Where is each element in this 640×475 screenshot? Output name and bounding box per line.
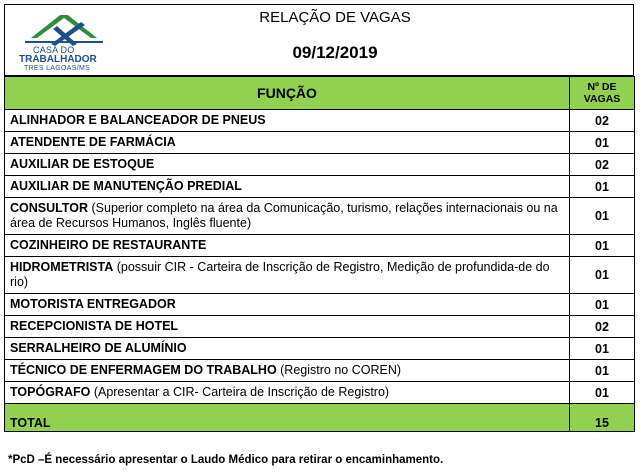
column-header-function: FUNÇÃO (5, 77, 570, 110)
total-value: 15 (570, 404, 635, 432)
table-row (5, 338, 635, 360)
column-header-vacancies (570, 77, 635, 110)
page-title: RELAÇÃO DE VAGAS (259, 9, 411, 26)
job-detail: (Superior completo na área da Comunicação, turismo, relações internacionais ou na área de Recursos Humanos, Inglês fluente) (10, 201, 558, 230)
table-row (5, 235, 635, 257)
vacancy-count: 01 (570, 257, 635, 294)
table-row (5, 154, 635, 176)
job-function-cell (5, 257, 570, 294)
vacancy-count: 01 (570, 235, 635, 257)
table-row (5, 198, 635, 235)
vacancy-count: 01 (570, 198, 635, 235)
casa-do-trabalhador-logo (11, 8, 117, 72)
job-title: COZINHEIRO DE RESTAURANTE (10, 238, 207, 252)
job-function-cell (5, 110, 570, 132)
job-title: MOTORISTA ENTREGADOR (10, 297, 176, 311)
column-header-vacancies-line2: VAGAS (583, 93, 621, 105)
job-title: AUXILIAR DE ESTOQUE (10, 157, 155, 171)
job-title: AUXILIAR DE MANUTENÇÃO PREDIAL (10, 179, 242, 193)
table-row (5, 176, 635, 198)
job-detail: (Registro no COREN) (276, 363, 402, 377)
logo-text-casa-do: CASA DO (33, 45, 75, 55)
job-title: ALINHADOR E BALANCEADOR DE PNEUS (10, 113, 266, 127)
vacancy-count: 01 (570, 132, 635, 154)
job-detail: (possuir CIR - Carteira de Inscrição de Registro, Medição de profundida-de do rio) (10, 260, 550, 289)
vacancies-table (4, 76, 635, 432)
vacancy-count: 02 (570, 316, 635, 338)
table-row (5, 110, 635, 132)
job-detail: (Apresentar a CIR- Carteira de Inscrição de Registro) (90, 385, 390, 399)
job-function-cell (5, 198, 570, 235)
table-header-row (5, 77, 635, 110)
job-title: TÉCNICO DE ENFERMAGEM DO TRABALHO (10, 363, 277, 377)
logo-house-icon (11, 8, 117, 48)
table-row (5, 360, 635, 382)
job-title: HIDROMETRISTA (10, 260, 114, 274)
job-title: RECEPCIONISTA DE HOTEL (10, 319, 179, 333)
job-function-cell (5, 235, 570, 257)
document-date: 09/12/2019 (292, 43, 378, 62)
job-function-cell (5, 316, 570, 338)
vacancy-count: 01 (570, 382, 635, 404)
vacancy-count: 02 (570, 154, 635, 176)
table-row (5, 294, 635, 316)
total-label: TOTAL (5, 404, 570, 432)
job-title: SERRALHEIRO DE ALUMÍNIO (10, 341, 187, 355)
vacancy-count: 02 (570, 110, 635, 132)
footnote: *PcD –É necessário apresentar o Laudo Médico para retirar o encaminhamento. (8, 454, 444, 466)
job-function-cell (5, 294, 570, 316)
job-function-cell (5, 338, 570, 360)
vacancy-count: 01 (570, 338, 635, 360)
table-row (5, 382, 635, 404)
job-function-cell (5, 154, 570, 176)
vacancy-count: 01 (570, 294, 635, 316)
job-function-cell (5, 176, 570, 198)
logo-text-trabalhador: TRABALHADOR (19, 54, 97, 65)
table-row (5, 316, 635, 338)
job-function-cell (5, 382, 570, 404)
job-title: CONSULTOR (10, 201, 89, 215)
logo-text-city: TRES LAGOAS/MS (24, 65, 91, 72)
job-function-cell (5, 132, 570, 154)
job-title: TOPÓGRAFO (10, 385, 91, 399)
job-function-cell (5, 360, 570, 382)
column-header-vacancies-line1: Nº DE (587, 81, 617, 93)
vacancy-count: 01 (570, 176, 635, 198)
vacancy-count: 01 (570, 360, 635, 382)
table-row (5, 257, 635, 294)
total-row (5, 404, 635, 432)
document-header (4, 4, 634, 76)
job-title: ATENDENTE DE FARMÁCIA (10, 135, 176, 149)
table-row (5, 132, 635, 154)
